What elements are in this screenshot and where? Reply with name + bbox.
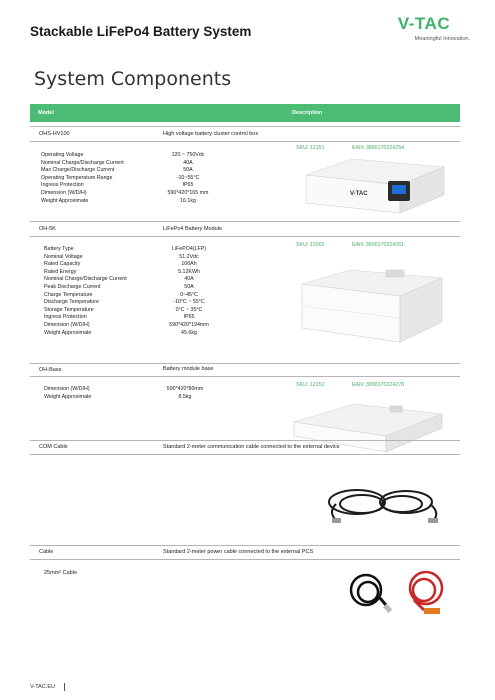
sku-code: SKU: 12002 [296,242,325,248]
spec-list [44,246,244,337]
spec-name: Rated Energy [44,268,77,275]
spec-name: Weight Approximate [44,393,92,400]
brand-logo [378,14,470,42]
spec-value: 120 ~ 750Vdc [171,152,205,158]
column-header-description: Description [292,110,323,116]
row-divider [30,221,460,222]
spec-value: 590*420*194mm [169,321,209,328]
row-divider [30,454,460,455]
row-model: Cable [39,549,54,555]
spec-value: 40A [183,159,193,166]
spec-value: 50A [183,167,193,174]
spec-name: Max Charge/Discharge Current [41,167,115,174]
spec-name: Operating Voltage [41,152,84,158]
spec-value: -10°C ~ 55°C [173,299,205,306]
footer-divider [64,683,65,691]
spec-value: -10~55°C [176,174,200,181]
spec-name: Battery Type [44,246,74,252]
spec-value: 8.5kg [178,393,192,400]
device-logo-text: V-TAC [350,191,368,197]
spec-name: Dimension (W/D/H) [44,321,90,328]
row-description: LiFePo4 Battery Module [163,226,223,232]
row-divider [30,126,460,127]
red-power-cable-image [400,564,452,618]
spec-name: Ingress Protection [44,314,87,321]
row-model: COM Cable [39,444,68,450]
row-divider [30,559,460,560]
footer-website[interactable]: V-TAC.EU [30,684,55,690]
spec-value: IP65 [182,182,194,189]
spec-value: 100Ah [181,261,197,268]
spec-value: IP65 [183,314,195,321]
row-model: OH-5K [39,226,56,232]
spec-value: 0~45°C [180,291,198,298]
black-power-cable-image [344,566,394,618]
row-divider [30,440,460,441]
control-box-image [298,155,448,219]
spec-name: Peak Discharge Current [44,283,101,290]
spec-value: 40A [184,276,194,283]
spec-name: Discharge Temperature [44,299,99,306]
spec-list [41,152,241,205]
row-model: OHS-HV100 [39,131,70,137]
spec-name: Nominal Charge/Discharge Current [41,159,124,166]
brand-tagline: Meaningful Innovation. [414,36,470,42]
spec-value: LiFePO4(LFP) [171,246,207,252]
column-header-model: Model [38,110,54,116]
spec-name: Storage Temperature [44,306,94,313]
spec-value: 590*420*80mm [166,386,204,392]
spec-value: 45.6kg [181,329,197,336]
battery-module-image [296,266,446,346]
sku-code: SKU: 12152 [296,382,325,388]
spec-name: Nominal Voltage [44,253,83,260]
spec-name: Rated Capacity [44,261,81,268]
spec-value: 50A [184,283,194,290]
row-divider [30,376,460,377]
ean-code: EAN: 3800170224278 [352,382,405,388]
row-divider [30,236,460,237]
brand-name: V-TAC [397,14,451,33]
communication-cable-image [322,482,452,526]
spec-value: 0°C ~ 35°C [175,306,203,313]
ean-code: EAN: 3800170224261 [352,242,405,248]
spec-name: Operating Temperature Range [41,174,113,181]
spec-name: Nominal Charge/Discharge Current [44,276,127,283]
spec-name: Charge Temperature [44,291,93,298]
row-divider [30,141,460,142]
spec-name: Dimension (W/D/H) [44,386,90,392]
row-divider [30,363,460,364]
row-divider [30,545,460,546]
row-description: Standard 2-meter communication cable connected to the external device [163,444,340,450]
spec-list [44,386,244,401]
spec-value: 16.1kg [180,197,196,204]
table-header [30,104,460,122]
row-model: OH-Base [39,367,62,373]
sku-code: SKU: 12151 [296,145,325,151]
cable-note: 25mm² Cable [44,570,78,576]
ean-code: EAN: 3800170224254 [352,145,405,151]
row-description: Battery module base [163,366,214,372]
spec-name: Weight Approximate [41,197,89,204]
row-description: Standard 2-meter power cable connected to the external PCS [163,549,314,555]
spec-value: 51.2Vdc [179,253,199,260]
spec-value: 590*420*165 mm [167,189,209,196]
section-title: System Components [34,68,232,90]
spec-name: Ingress Protection [41,182,84,189]
spec-name: Dimension (W/D/H) [41,189,87,196]
spec-name: Weight Approximate [44,329,92,336]
page-title: Stackable LiFePo4 Battery System [30,24,252,39]
spec-value: 5.12KWh [178,268,200,275]
row-description: High voltage battery cluster control box [163,131,259,137]
